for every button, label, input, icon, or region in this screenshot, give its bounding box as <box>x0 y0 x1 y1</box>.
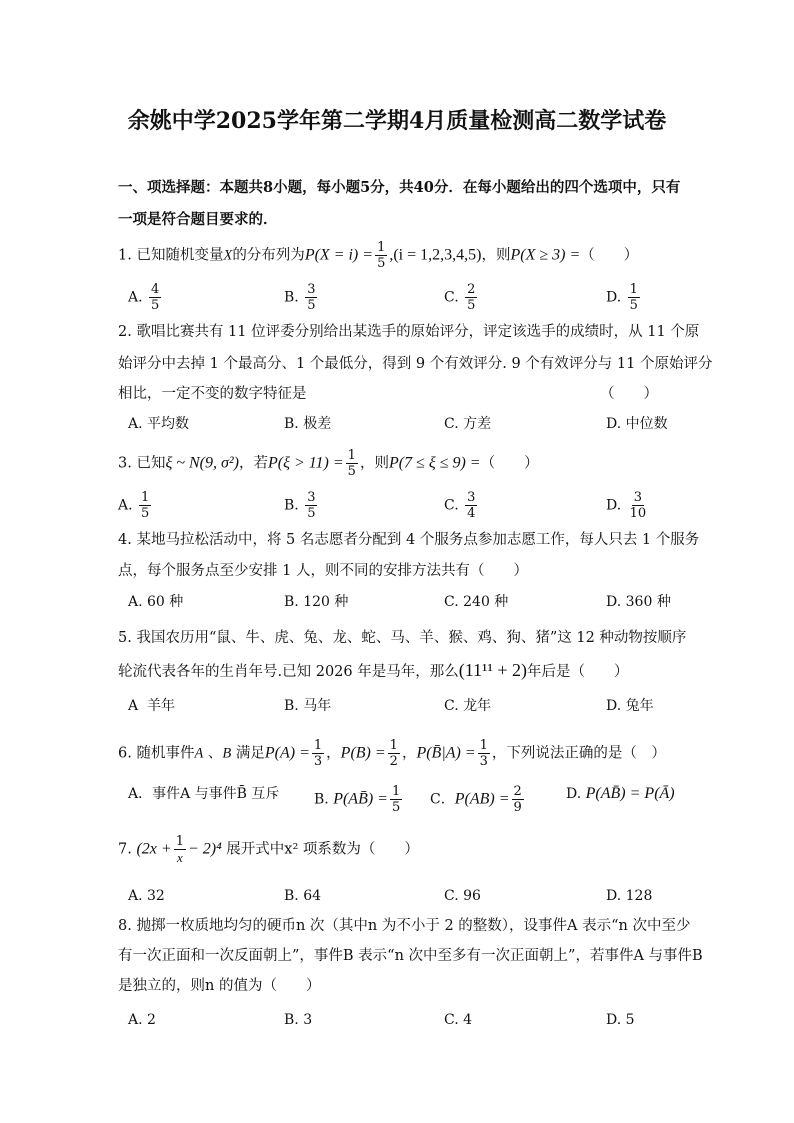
q7-option-d[interactable]: D. 128 <box>606 888 653 904</box>
q1-option-b[interactable]: B. $\frac{3}{5}$ <box>284 282 316 313</box>
q3-option-b[interactable]: B. $\frac{3}{5}$ <box>284 490 316 521</box>
q8-option-c[interactable]: C. 4 <box>444 1012 473 1028</box>
q5-option-d[interactable]: D. 兔年 <box>606 698 654 714</box>
q5-option-c[interactable]: C. 龙年 <box>444 698 492 714</box>
question-2-paren: （ ） <box>600 386 658 402</box>
q1-option-d[interactable]: D. $\frac{1}{5}$ <box>606 282 638 313</box>
question-6-stem: 6. 随机事件A 、B 满足P(A) = $\frac{1}{3}$ ，P(B) = $\frac{1}{2}$ ，P(B̄|A) = $\frac{1}{3}$ ，下列说法正确的是（ ） <box>118 738 666 769</box>
question-4-line1: 4. 某地马拉松活动中，将 5 名志愿者分配到 4 个服务点参加志愿工作，每人只去 1 个服务 <box>118 532 700 548</box>
q4-option-b[interactable]: B. 120 种 <box>284 594 349 610</box>
q8-option-a[interactable]: A. 2 <box>128 1012 156 1028</box>
question-3-stem: 3. 已知ξ ~ N(9, σ²)，若P(ξ > 11) = $\frac{1}{5}$ ，则P(7 ≤ ξ ≤ 9) =（ ） <box>118 448 539 479</box>
q2-option-c[interactable]: C. 方差 <box>444 416 492 432</box>
question-5-line2: 轮流代表各年的生肖年号.已知 2026 年是马年，那么(11¹¹ + 2)年后是（ ） <box>118 660 629 680</box>
section-header-line2: 一项是符合题目要求的． <box>118 211 278 228</box>
page-title: 余姚中学2025学年第二学期4月质量检测高二数学试卷 <box>127 108 667 134</box>
question-1-stem: 1. 已知随机变量X的分布列为P(X = i) = $\frac{1}{5}$ ,(i = 1,2,3,4,5)，则P(X ≥ 3) =（ ） <box>118 240 639 271</box>
question-5-line1: 5. 我国农历用“鼠、牛、虎、兔、龙、蛇、马、羊、猴、鸡、狗、猪”这 12 种动物按顺序 <box>118 630 687 646</box>
q5-option-b[interactable]: B. 马年 <box>284 698 332 714</box>
question-2-line1: 2. 歌唱比赛共有 11 位评委分别给出某选手的原始评分，评定该选手的成绩时，从 11 个原 <box>118 324 700 340</box>
q5-option-a[interactable]: A 羊年 <box>128 698 176 714</box>
question-8-line3: 是独立的，则n 的值为（ ） <box>118 978 321 994</box>
q4-option-a[interactable]: A. 60 种 <box>128 594 184 610</box>
q7-option-c[interactable]: C. 96 <box>444 888 481 904</box>
q8-option-d[interactable]: D. 5 <box>606 1012 635 1028</box>
question-7-stem: 7. (2x + $\frac{1}{x}$ − 2)⁴ 展开式中x² 项系数为（ ） <box>118 834 419 865</box>
q6-option-a[interactable]: A．事件A 与事件B̄ 互斥 <box>128 786 280 802</box>
question-8-line2: 有一次正面和一次反面朝上”，事件B 表示“n 次中至多有一次正面朝上”，若事件A 与事件B <box>118 948 703 964</box>
q6-option-d[interactable]: D. P(AB̄) = P(Ā) <box>566 785 675 802</box>
q2-option-b[interactable]: B. 极差 <box>284 416 332 432</box>
q6-option-c[interactable]: C．P(AB) = $\frac{2}{9}$ <box>430 784 522 815</box>
q4-option-d[interactable]: D. 360 种 <box>606 594 671 610</box>
q3-option-d[interactable]: D. $\frac{3}{10}$ <box>606 490 647 521</box>
q4-option-c[interactable]: C. 240 种 <box>444 594 509 610</box>
section-header-line1: 一、项选择题：本题共8小题，每小题5分，共40分．在每小题给出的四个选项中，只有 <box>118 179 681 196</box>
q6-option-b[interactable]: B. P(AB̄) = $\frac{1}{5}$ <box>314 784 401 815</box>
question-8-line1: 8. 抛掷一枚质地均匀的硬币n 次（其中n 为不小于 2 的整数），设事件A 表示“n 次中至少 <box>118 918 691 934</box>
q3-option-a[interactable]: A. $\frac{1}{5}$ <box>118 490 150 521</box>
q7-option-a[interactable]: A. 32 <box>128 888 165 904</box>
question-4-line2: 点，每个服务点至少安排 1 人，则不同的安排方法共有（ ） <box>118 563 528 579</box>
q3-option-c[interactable]: C. $\frac{3}{4}$ <box>444 490 476 521</box>
q1-option-c[interactable]: C. $\frac{2}{5}$ <box>444 282 476 313</box>
q2-option-a[interactable]: A. 平均数 <box>128 416 190 432</box>
q1-option-a[interactable]: A. $\frac{4}{5}$ <box>128 282 160 313</box>
q8-option-b[interactable]: B. 3 <box>284 1012 313 1028</box>
q7-option-b[interactable]: B. 64 <box>284 888 322 904</box>
question-2-line2: 始评分中去掉 1 个最高分、1 个最低分，得到 9 个有效评分. 9 个有效评分与 11 个原始评分 <box>118 356 713 372</box>
question-2-line3: 相比，一定不变的数字特征是 <box>118 386 307 402</box>
q2-option-d[interactable]: D. 中位数 <box>606 416 668 432</box>
